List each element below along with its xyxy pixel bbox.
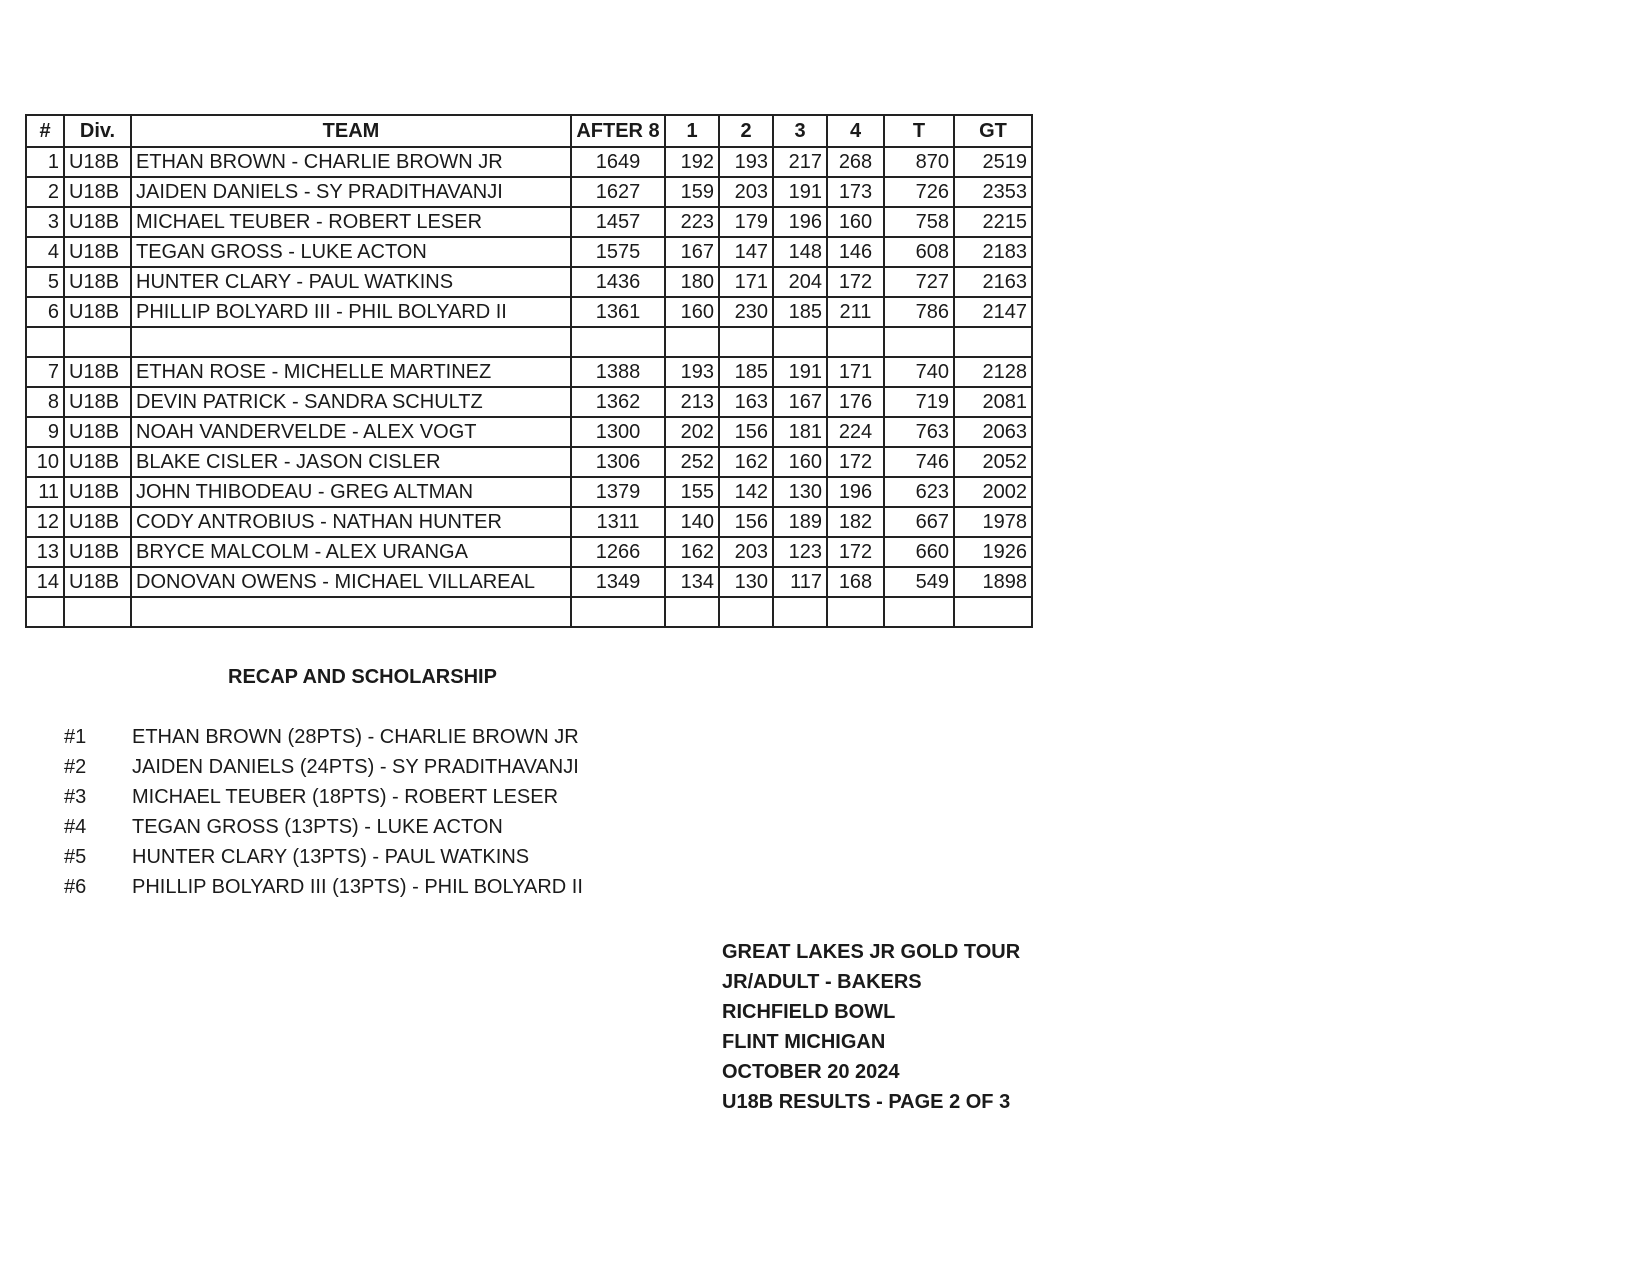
cell-game-2 bbox=[719, 327, 773, 357]
table-row bbox=[26, 147, 1032, 177]
cell-game-4: 160 bbox=[827, 207, 884, 237]
cell-total: 727 bbox=[884, 267, 954, 297]
cell-rank: 2 bbox=[26, 177, 64, 207]
cell-rank: 8 bbox=[26, 387, 64, 417]
cell-grand-total: 2163 bbox=[954, 267, 1032, 297]
cell-game-1 bbox=[665, 597, 719, 627]
recap-item bbox=[64, 722, 583, 752]
cell-after-8: 1300 bbox=[571, 417, 665, 447]
cell-grand-total: 2147 bbox=[954, 297, 1032, 327]
cell-rank: 11 bbox=[26, 477, 64, 507]
cell-after-8: 1575 bbox=[571, 237, 665, 267]
cell-game-4: 146 bbox=[827, 237, 884, 267]
cell-team: PHILLIP BOLYARD III - PHIL BOLYARD II bbox=[131, 297, 571, 327]
cell-game-1: 155 bbox=[665, 477, 719, 507]
cell-rank bbox=[26, 327, 64, 357]
event-date: OCTOBER 20 2024 bbox=[722, 1061, 900, 1083]
cell-after-8: 1349 bbox=[571, 567, 665, 597]
cell-game-4: 171 bbox=[827, 357, 884, 387]
cell-game-1: 162 bbox=[665, 537, 719, 567]
cell-rank: 3 bbox=[26, 207, 64, 237]
event-page-label: U18B RESULTS - PAGE 2 OF 3 bbox=[722, 1091, 1011, 1113]
cell-team: DONOVAN OWENS - MICHAEL VILLAREAL bbox=[131, 567, 571, 597]
cell-grand-total: 2081 bbox=[954, 387, 1032, 417]
cell-after-8: 1436 bbox=[571, 267, 665, 297]
header-game-2: 2 bbox=[719, 115, 773, 147]
cell-rank: 13 bbox=[26, 537, 64, 567]
cell-division: U18B bbox=[64, 147, 131, 177]
cell-grand-total bbox=[954, 327, 1032, 357]
cell-team: CODY ANTROBIUS - NATHAN HUNTER bbox=[131, 507, 571, 537]
table-row bbox=[26, 207, 1032, 237]
cell-after-8: 1311 bbox=[571, 507, 665, 537]
cell-division: U18B bbox=[64, 447, 131, 477]
cell-after-8: 1457 bbox=[571, 207, 665, 237]
table-row-empty bbox=[26, 327, 1032, 357]
cell-game-4: 173 bbox=[827, 177, 884, 207]
table-row bbox=[26, 357, 1032, 387]
event-format: JR/ADULT - BAKERS bbox=[722, 971, 922, 993]
recap-rank: #6 bbox=[64, 876, 87, 898]
cell-after-8: 1649 bbox=[571, 147, 665, 177]
cell-after-8 bbox=[571, 327, 665, 357]
cell-after-8: 1627 bbox=[571, 177, 665, 207]
cell-grand-total: 2519 bbox=[954, 147, 1032, 177]
cell-after-8: 1379 bbox=[571, 477, 665, 507]
cell-after-8: 1361 bbox=[571, 297, 665, 327]
table-row-empty bbox=[26, 597, 1032, 627]
cell-total: 740 bbox=[884, 357, 954, 387]
cell-team: MICHAEL TEUBER - ROBERT LESER bbox=[131, 207, 571, 237]
results-body bbox=[26, 147, 1032, 627]
cell-total: 746 bbox=[884, 447, 954, 477]
table-row bbox=[26, 447, 1032, 477]
cell-total: 726 bbox=[884, 177, 954, 207]
cell-grand-total: 2128 bbox=[954, 357, 1032, 387]
cell-division: U18B bbox=[64, 387, 131, 417]
cell-rank: 4 bbox=[26, 237, 64, 267]
cell-game-4 bbox=[827, 597, 884, 627]
cell-after-8: 1388 bbox=[571, 357, 665, 387]
cell-game-1: 180 bbox=[665, 267, 719, 297]
cell-after-8 bbox=[571, 597, 665, 627]
cell-division: U18B bbox=[64, 477, 131, 507]
event-tour-name: GREAT LAKES JR GOLD TOUR bbox=[722, 941, 1021, 963]
recap-text: JAIDEN DANIELS (24PTS) - SY PRADITHAVANJI bbox=[132, 756, 579, 778]
cell-game-3: 130 bbox=[773, 477, 827, 507]
cell-team: HUNTER CLARY - PAUL WATKINS bbox=[131, 267, 571, 297]
cell-game-2: 156 bbox=[719, 417, 773, 447]
event-venue: RICHFIELD BOWL bbox=[722, 1001, 896, 1023]
cell-after-8: 1306 bbox=[571, 447, 665, 477]
cell-team: TEGAN GROSS - LUKE ACTON bbox=[131, 237, 571, 267]
cell-team: JOHN THIBODEAU - GREG ALTMAN bbox=[131, 477, 571, 507]
recap-text: TEGAN GROSS (13PTS) - LUKE ACTON bbox=[132, 816, 503, 838]
header-grand-total: GT bbox=[954, 115, 1032, 147]
header-after: AFTER 8 bbox=[571, 115, 665, 147]
recap-list bbox=[64, 722, 583, 902]
cell-division: U18B bbox=[64, 237, 131, 267]
cell-grand-total: 2353 bbox=[954, 177, 1032, 207]
cell-game-3: 189 bbox=[773, 507, 827, 537]
cell-game-3: 160 bbox=[773, 447, 827, 477]
table-row bbox=[26, 297, 1032, 327]
cell-division: U18B bbox=[64, 357, 131, 387]
cell-game-2: 203 bbox=[719, 177, 773, 207]
cell-division: U18B bbox=[64, 507, 131, 537]
table-row bbox=[26, 237, 1032, 267]
cell-division bbox=[64, 597, 131, 627]
cell-division: U18B bbox=[64, 177, 131, 207]
cell-grand-total: 2063 bbox=[954, 417, 1032, 447]
cell-total: 608 bbox=[884, 237, 954, 267]
header-total: T bbox=[884, 115, 954, 147]
cell-grand-total: 1898 bbox=[954, 567, 1032, 597]
cell-game-1: 223 bbox=[665, 207, 719, 237]
cell-game-3: 117 bbox=[773, 567, 827, 597]
header-game-1: 1 bbox=[665, 115, 719, 147]
cell-grand-total: 1926 bbox=[954, 537, 1032, 567]
recap-text: HUNTER CLARY (13PTS) - PAUL WATKINS bbox=[132, 846, 530, 868]
cell-rank bbox=[26, 597, 64, 627]
cell-game-1: 134 bbox=[665, 567, 719, 597]
cell-game-3: 185 bbox=[773, 297, 827, 327]
table-row bbox=[26, 267, 1032, 297]
cell-division: U18B bbox=[64, 207, 131, 237]
header-game-3: 3 bbox=[773, 115, 827, 147]
cell-total: 623 bbox=[884, 477, 954, 507]
cell-game-4: 176 bbox=[827, 387, 884, 417]
cell-total: 549 bbox=[884, 567, 954, 597]
cell-game-3: 167 bbox=[773, 387, 827, 417]
table-row bbox=[26, 387, 1032, 417]
cell-game-4: 211 bbox=[827, 297, 884, 327]
cell-game-4: 196 bbox=[827, 477, 884, 507]
header-rank: # bbox=[26, 115, 64, 147]
cell-after-8: 1266 bbox=[571, 537, 665, 567]
cell-game-3: 123 bbox=[773, 537, 827, 567]
cell-total: 660 bbox=[884, 537, 954, 567]
cell-team: BRYCE MALCOLM - ALEX URANGA bbox=[131, 537, 571, 567]
cell-rank: 12 bbox=[26, 507, 64, 537]
cell-game-1: 159 bbox=[665, 177, 719, 207]
cell-game-2: 163 bbox=[719, 387, 773, 417]
cell-total bbox=[884, 327, 954, 357]
cell-rank: 7 bbox=[26, 357, 64, 387]
cell-game-2: 179 bbox=[719, 207, 773, 237]
cell-total: 719 bbox=[884, 387, 954, 417]
table-row bbox=[26, 417, 1032, 447]
recap-item bbox=[64, 872, 583, 902]
recap-rank: #4 bbox=[64, 816, 87, 838]
cell-game-1: 252 bbox=[665, 447, 719, 477]
table-row bbox=[26, 507, 1032, 537]
cell-game-2 bbox=[719, 597, 773, 627]
cell-game-4: 268 bbox=[827, 147, 884, 177]
cell-game-3: 204 bbox=[773, 267, 827, 297]
cell-game-4: 172 bbox=[827, 447, 884, 477]
table-row bbox=[26, 477, 1032, 507]
cell-game-1: 160 bbox=[665, 297, 719, 327]
results-table bbox=[25, 114, 1033, 628]
cell-game-2: 193 bbox=[719, 147, 773, 177]
cell-total: 870 bbox=[884, 147, 954, 177]
recap-rank: #5 bbox=[64, 846, 87, 868]
cell-rank: 1 bbox=[26, 147, 64, 177]
cell-team: ETHAN BROWN - CHARLIE BROWN JR bbox=[131, 147, 571, 177]
cell-after-8: 1362 bbox=[571, 387, 665, 417]
recap-rank: #3 bbox=[64, 786, 87, 808]
cell-game-1: 167 bbox=[665, 237, 719, 267]
cell-game-2: 162 bbox=[719, 447, 773, 477]
recap-item bbox=[64, 812, 583, 842]
cell-game-4: 172 bbox=[827, 537, 884, 567]
cell-division: U18B bbox=[64, 297, 131, 327]
cell-team: JAIDEN DANIELS - SY PRADITHAVANJI bbox=[131, 177, 571, 207]
cell-game-4: 168 bbox=[827, 567, 884, 597]
cell-division: U18B bbox=[64, 567, 131, 597]
cell-game-3: 191 bbox=[773, 177, 827, 207]
cell-rank: 14 bbox=[26, 567, 64, 597]
cell-game-2: 156 bbox=[719, 507, 773, 537]
recap-text: ETHAN BROWN (28PTS) - CHARLIE BROWN JR bbox=[132, 726, 579, 748]
recap-rank: #2 bbox=[64, 756, 87, 778]
header-team: TEAM bbox=[131, 115, 571, 147]
cell-game-1: 213 bbox=[665, 387, 719, 417]
cell-total bbox=[884, 597, 954, 627]
cell-game-3: 217 bbox=[773, 147, 827, 177]
cell-division: U18B bbox=[64, 537, 131, 567]
cell-division: U18B bbox=[64, 267, 131, 297]
recap-title: RECAP AND SCHOLARSHIP bbox=[228, 666, 497, 688]
cell-game-1: 192 bbox=[665, 147, 719, 177]
header-row bbox=[26, 115, 1032, 147]
event-location: FLINT MICHIGAN bbox=[722, 1031, 886, 1053]
cell-team: BLAKE CISLER - JASON CISLER bbox=[131, 447, 571, 477]
cell-game-3: 181 bbox=[773, 417, 827, 447]
cell-game-3: 191 bbox=[773, 357, 827, 387]
cell-game-1: 140 bbox=[665, 507, 719, 537]
cell-rank: 6 bbox=[26, 297, 64, 327]
cell-game-1 bbox=[665, 327, 719, 357]
recap-item bbox=[64, 752, 583, 782]
cell-game-2: 130 bbox=[719, 567, 773, 597]
cell-game-2: 185 bbox=[719, 357, 773, 387]
cell-grand-total: 2183 bbox=[954, 237, 1032, 267]
recap-text: PHILLIP BOLYARD III (13PTS) - PHIL BOLYARD II bbox=[132, 876, 583, 898]
cell-rank: 10 bbox=[26, 447, 64, 477]
cell-game-4 bbox=[827, 327, 884, 357]
cell-total: 667 bbox=[884, 507, 954, 537]
table-row bbox=[26, 177, 1032, 207]
cell-total: 758 bbox=[884, 207, 954, 237]
header-div: Div. bbox=[64, 115, 131, 147]
cell-team: ETHAN ROSE - MICHELLE MARTINEZ bbox=[131, 357, 571, 387]
cell-division bbox=[64, 327, 131, 357]
cell-game-3: 196 bbox=[773, 207, 827, 237]
header-game-4: 4 bbox=[827, 115, 884, 147]
cell-grand-total: 2002 bbox=[954, 477, 1032, 507]
cell-game-3 bbox=[773, 597, 827, 627]
cell-grand-total bbox=[954, 597, 1032, 627]
event-info bbox=[722, 937, 1020, 1117]
cell-game-2: 203 bbox=[719, 537, 773, 567]
cell-game-1: 202 bbox=[665, 417, 719, 447]
recap-item bbox=[64, 842, 583, 872]
recap-rank: #1 bbox=[64, 726, 87, 748]
cell-total: 786 bbox=[884, 297, 954, 327]
cell-total: 763 bbox=[884, 417, 954, 447]
cell-game-3 bbox=[773, 327, 827, 357]
cell-game-2: 142 bbox=[719, 477, 773, 507]
cell-division: U18B bbox=[64, 417, 131, 447]
table-row bbox=[26, 537, 1032, 567]
cell-game-4: 224 bbox=[827, 417, 884, 447]
cell-game-2: 230 bbox=[719, 297, 773, 327]
cell-game-4: 182 bbox=[827, 507, 884, 537]
cell-team bbox=[131, 597, 571, 627]
cell-team: NOAH VANDERVELDE - ALEX VOGT bbox=[131, 417, 571, 447]
cell-rank: 5 bbox=[26, 267, 64, 297]
cell-game-4: 172 bbox=[827, 267, 884, 297]
recap-text: MICHAEL TEUBER (18PTS) - ROBERT LESER bbox=[132, 786, 559, 808]
cell-team bbox=[131, 327, 571, 357]
recap-item bbox=[64, 782, 583, 812]
cell-game-2: 171 bbox=[719, 267, 773, 297]
cell-game-2: 147 bbox=[719, 237, 773, 267]
cell-game-3: 148 bbox=[773, 237, 827, 267]
cell-grand-total: 1978 bbox=[954, 507, 1032, 537]
cell-team: DEVIN PATRICK - SANDRA SCHULTZ bbox=[131, 387, 571, 417]
table-row bbox=[26, 567, 1032, 597]
cell-grand-total: 2052 bbox=[954, 447, 1032, 477]
cell-game-1: 193 bbox=[665, 357, 719, 387]
cell-rank: 9 bbox=[26, 417, 64, 447]
cell-grand-total: 2215 bbox=[954, 207, 1032, 237]
